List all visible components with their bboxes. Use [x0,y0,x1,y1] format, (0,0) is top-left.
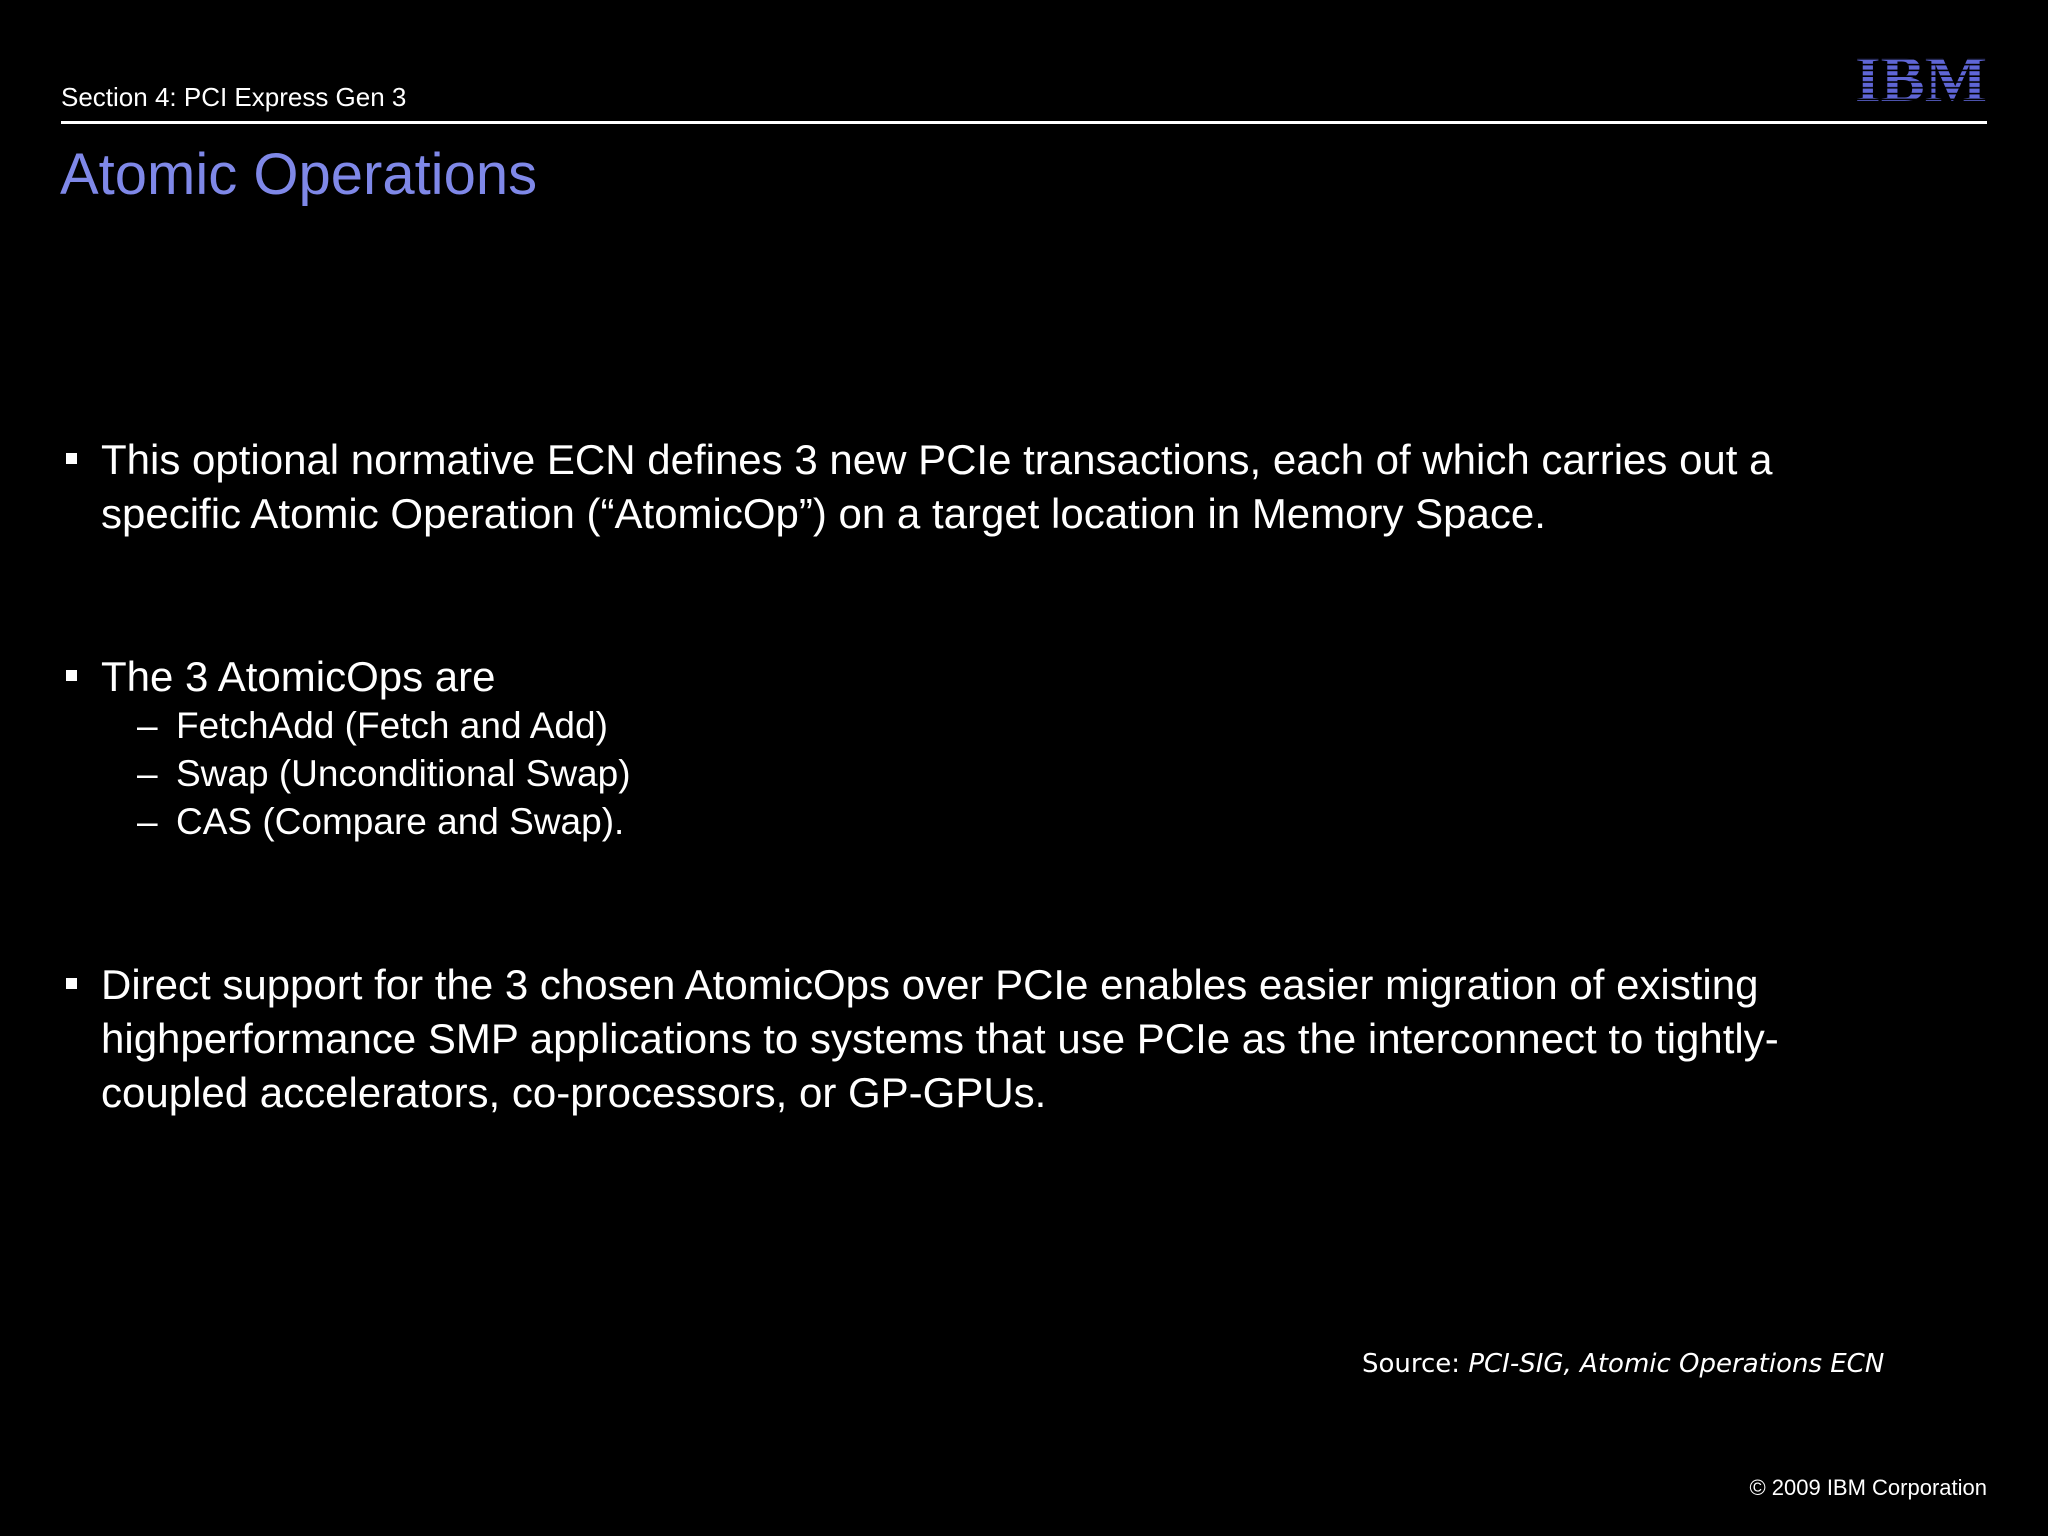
bullet-line: specific Atomic Operation (“AtomicOp”) on a target location in Memory Space. [101,490,1546,537]
section-label: Section 4: PCI Express Gen 3 [61,82,407,112]
copyright: © 2009 IBM Corporation [1749,1475,1987,1500]
bullet-marker [66,670,77,681]
bullet-text [101,433,1981,541]
source-citation [1362,1347,1884,1381]
source-label: Source: [1362,1349,1461,1379]
header-rule [61,121,1987,124]
bullet-line: highperformance SMP applications to systems that use PCIe as the interconnect to tightly- [101,1015,1779,1062]
bullet-line: This optional normative ECN defines 3 new PCIe transactions, each of which carries out a [101,436,1773,483]
sub-item-text: CAS (Compare and Swap). [176,801,625,842]
page-title: Atomic Operations [60,142,538,207]
sub-item-dash: – [137,753,158,794]
ibm-logo [1854,48,1988,106]
bullet-line: coupled accelerators, co-processors, or GP-GPUs. [101,1069,1047,1116]
sub-item-swap [137,750,631,798]
sub-item-text: Swap (Unconditional Swap) [176,753,631,794]
source-reference: PCI-SIG, Atomic Operations ECN [1468,1349,1885,1379]
sub-item-dash: – [137,705,158,746]
bullet-marker [66,978,77,989]
sub-item-fetchadd [137,702,608,750]
bullet-text [101,650,1981,704]
sub-item-cas [137,798,624,846]
svg-text:IBM: IBM [1855,48,1987,106]
bullet-marker [66,453,77,464]
bullet-line: The 3 AtomicOps are [101,653,496,700]
sub-item-text: FetchAdd (Fetch and Add) [176,705,608,746]
bullet-text [101,958,1981,1120]
sub-item-dash: – [137,801,158,842]
bullet-line: Direct support for the 3 chosen AtomicOps over PCIe enables easier migration of existing [101,961,1759,1008]
